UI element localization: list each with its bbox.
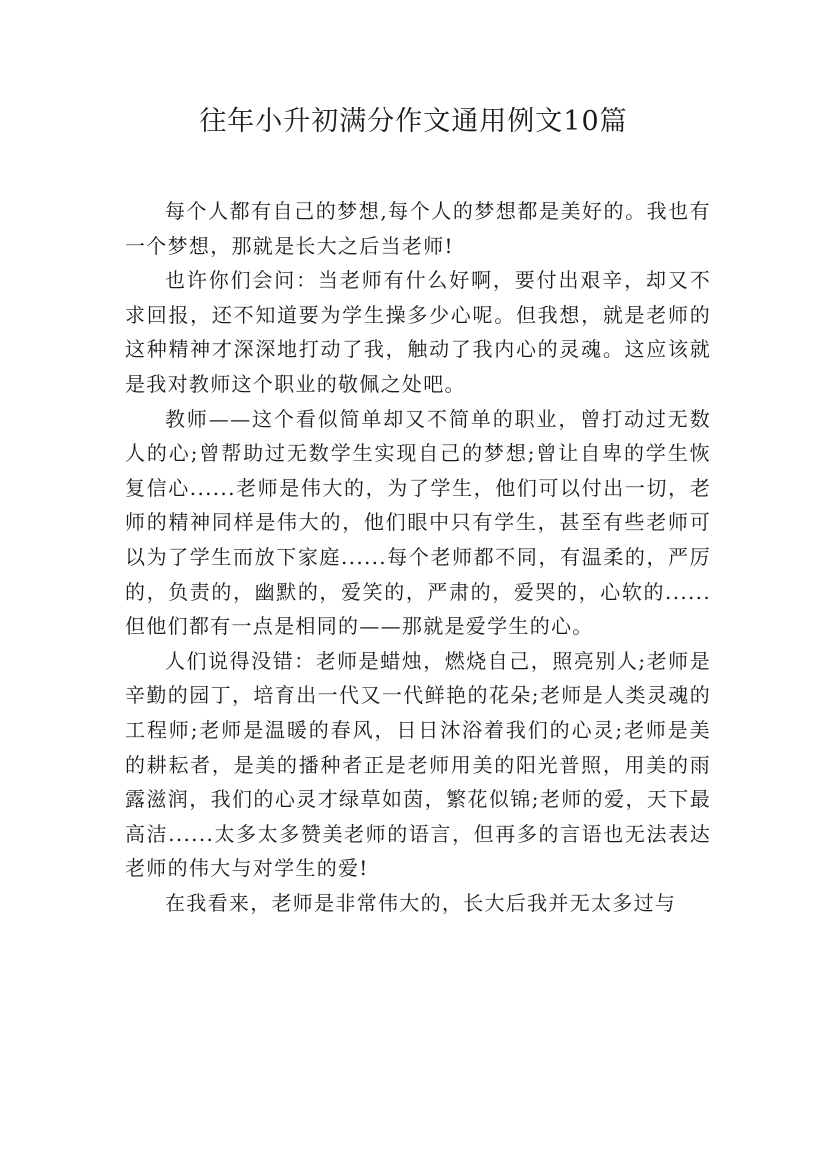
- paragraph-1: 每个人都有自己的梦想,每个人的梦想都是美好的。我也有一个梦想，那就是长大之后当老师!: [125, 199, 711, 258]
- paragraph-3: 教师——这个看似简单却又不简单的职业，曾打动过无数人的心;曾帮助过无数学生实现自己的梦想;曾让自卑的学生恢复信心......老师是伟大的，为了学生，他们可以付出一切，老师的精神同样是伟大的，他们眼中只有学生，甚至有些老师可以为了学生而放下家庭......每个老师都不同，有温柔的，严厉的，负责的，幽默的，爱笑的，严肃的，爱哭的，心软的......但他们都有一点是相同的——那就是爱学生的心。: [125, 406, 711, 639]
- paragraph-5: 在我看来，老师是非常伟大的，长大后我并无太多过与: [165, 890, 677, 915]
- paragraph-4: 人们说得没错：老师是蜡烛，燃烧自己，照亮别人;老师是辛勤的园丁，培育出一代又一代鲜艳的花朵;老师是人类灵魂的工程师;老师是温暖的春风，日日沐浴着我们的心灵;老师是美的耕耘者，是美的播种者正是老师用美的阳光普照，用美的雨露滋润，我们的心灵才绿草如茵，繁花似锦;老师的爱，天下最高洁......太多太多赞美老师的语言，但再多的言语也无法表达老师的伟大与对学生的爱!: [125, 648, 711, 881]
- document-title: 往年小升初满分作文通用例文10篇: [199, 106, 628, 137]
- document-body: [125, 194, 711, 920]
- paragraph-2: 也许你们会问：当老师有什么好啊，要付出艰辛，却又不求回报，还不知道要为学生操多少心呢。但我想，就是老师的这种精神才深深地打动了我，触动了我内心的灵魂。这应该就是我对教师这个职业的敬佩之处吧。: [125, 268, 711, 396]
